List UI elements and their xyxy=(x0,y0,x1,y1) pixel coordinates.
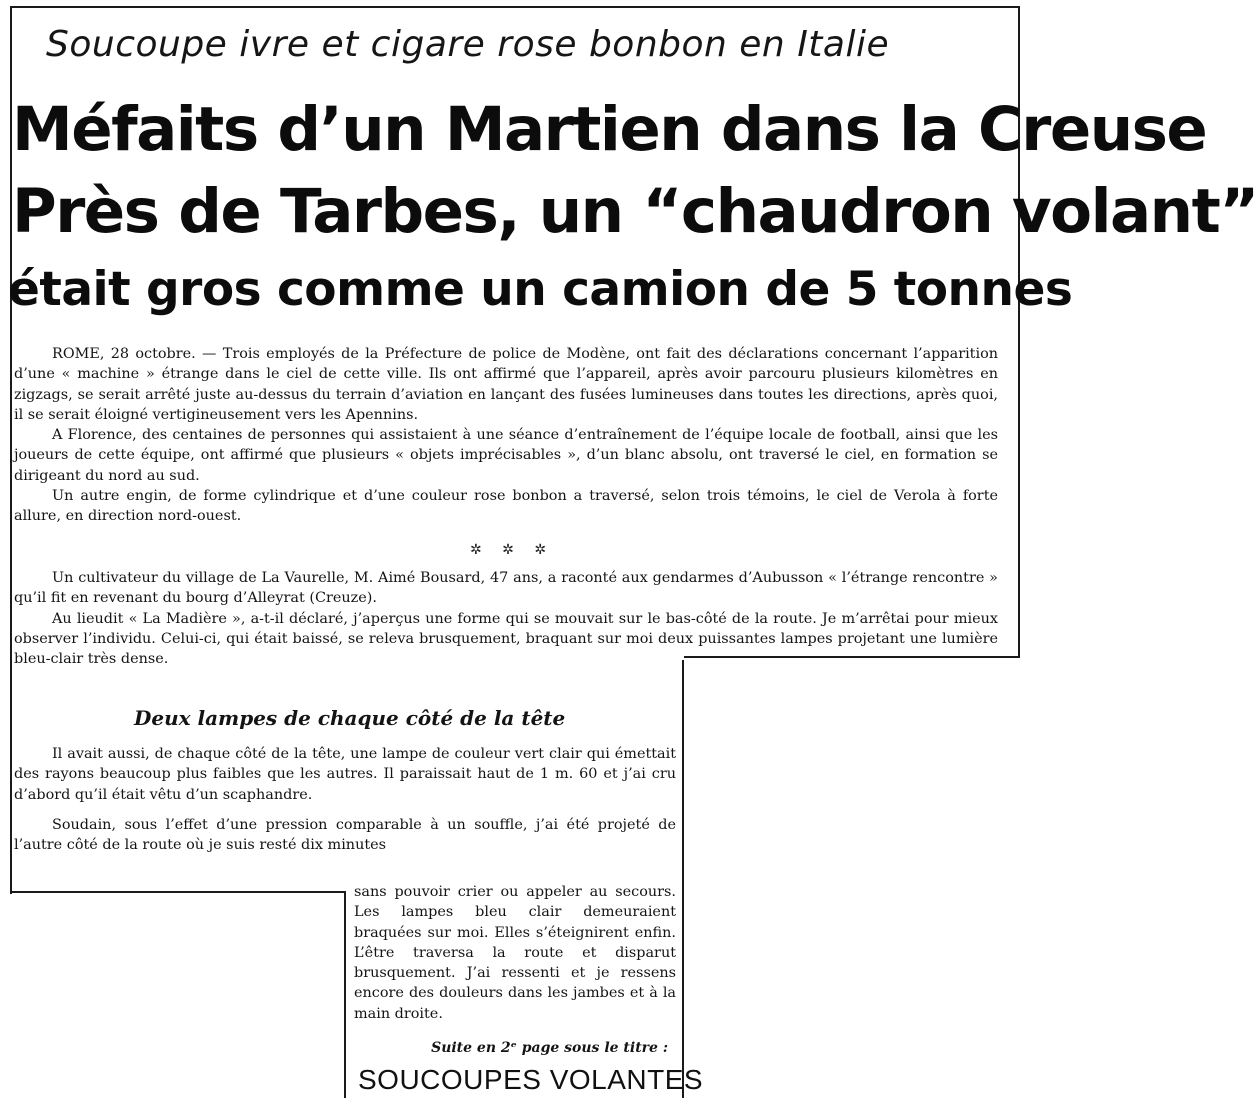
paragraph-verola: Un autre engin, de forme cylindrique et d’une couleur rose bonbon a traversé, selon trois témoins, le ciel de Verola à forte allure, en direction nord-ouest. xyxy=(14,488,998,525)
main-headline-line-1: Méfaits d’un Martien dans la Creuse xyxy=(12,94,1207,165)
paragraph-lamps: Il avait aussi, de chaque côté de la tête, une lampe de couleur vert clair qui émettait des rayons beaucoup plus faibles que les autres. Il paraissait haut de 1 m. 60 et j’ai cru d’abord qu’il était vêtu d’un scaphandre. xyxy=(14,746,676,803)
column-tail-divider xyxy=(344,891,346,1098)
paragraph-pressure: Soudain, sous l’effet d’une pression comparable à un souffle, j’ai été projeté de l’autre côté de la route où je suis resté dix minutes xyxy=(14,816,676,854)
paragraph-florence: A Florence, des centaines de personnes qui assistaient à une séance d’entraînement de l’équipe locale de football, ainsi que les joueurs de cette équipe, ont affirmé que plusieurs « objets imprécisables », d’un blanc absolu, ont traversé le ciel, en formation se dirigeant du nord au sud. xyxy=(14,427,998,484)
continuation-note: Suite en 2ᵉ page sous le titre : xyxy=(431,1040,668,1056)
article-body-middle xyxy=(14,568,998,669)
section-separator: ✲ ✲ ✲ xyxy=(469,542,555,558)
paragraph-vaurelle: Un cultivateur du village de La Vaurelle, M. Aimé Bousard, 47 ans, a raconté aux gendarmes d’Aubusson « l’étrange rencontre » qu’il fit en revenant du bourg d’Alleyrat (Creuze). xyxy=(14,570,998,607)
article-body-top xyxy=(14,344,998,527)
main-headline-line-2: Près de Tarbes, un “chaudron volant” xyxy=(12,176,1258,247)
paragraph-rome: ROME, 28 octobre. — Trois employés de la Préfecture de police de Modène, ont fait des déclarations concernant l’apparition d’une « machine » étrange dans le ciel de cette ville. Ils ont affirmé que l’appareil, après avoir parcouru plusieurs kilomètres en zigzags, se serait arrêté juste au-dessus du terrain d’aviation en lançant des fusées lumineuses dans toutes les directions, après quoi, il se serait éloigné vertigineusement vers les Apennins. xyxy=(14,346,998,423)
paragraph-tail: sans pouvoir crier ou appeler au secours. Les lampes bleu clair demeuraient braquées sur moi. Elles s’éteignirent enfin. L’être traversa la route et disparut brusquement. J’ai ressenti et je ressens encore des douleurs dans les jambes et à la main droite. xyxy=(354,884,676,1022)
column-right-divider xyxy=(682,660,684,1098)
frame-top-rule xyxy=(10,6,1020,8)
column-bottom-rule xyxy=(10,891,346,893)
main-headline-line-3: était gros comme un camion de 5 tonnes xyxy=(8,262,1073,317)
article-body-tail xyxy=(354,882,676,1024)
article-body-lower xyxy=(14,744,676,855)
continuation-title: SOUCOUPES VOLANTES xyxy=(358,1064,704,1095)
kicker-headline: Soucoupe ivre et cigare rose bonbon en Italie xyxy=(46,24,890,65)
paragraph-madiere: Au lieudit « La Madière », a-t-il déclaré, j’aperçus une forme qui se mouvait sur le bas-côté de la route. Je m’arrêtai pour mieux observer l’individu. Celui-ci, qui était baissé, se releva brusquement, braquant sur moi deux puissantes lampes projetant une lumière bleu-clair très dense. xyxy=(14,610,998,668)
subheading: Deux lampes de chaque côté de la tête xyxy=(134,706,566,730)
